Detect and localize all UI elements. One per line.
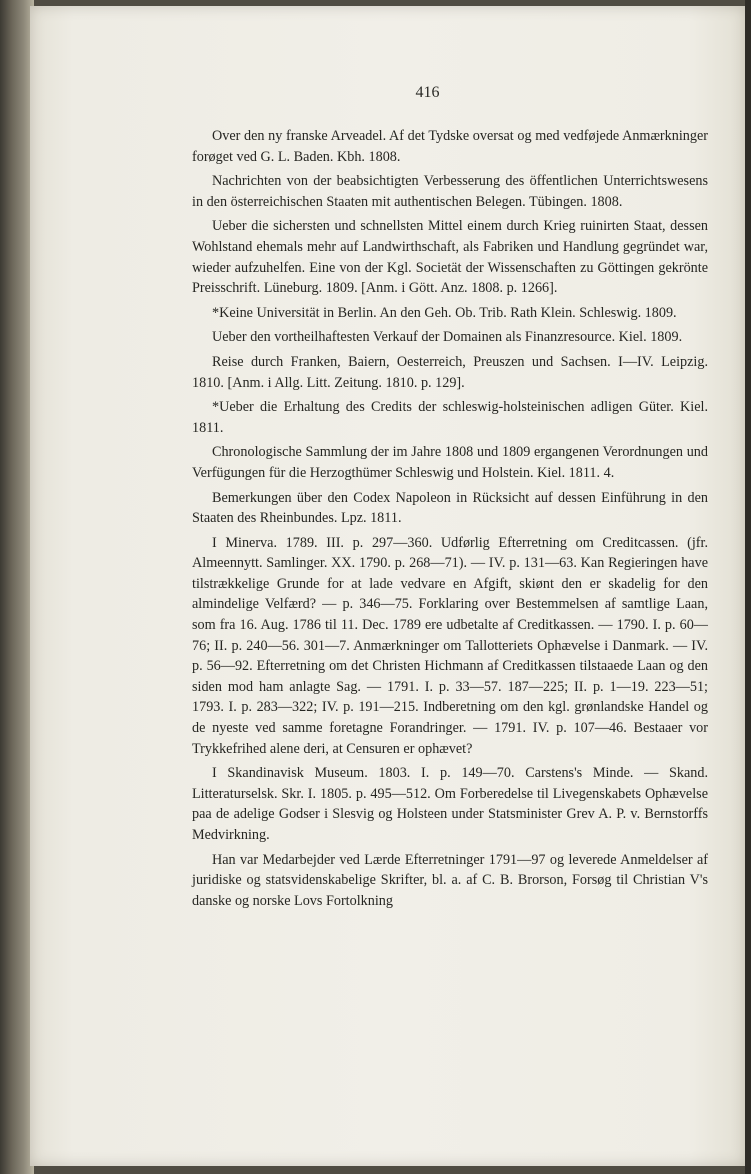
entry-paragraph: I Skandinavisk Museum. 1803. I. p. 149—70. Carstens's Minde. — Skand. Litteraturselsk. Skr. I. 1805. p. 495—512. Om Forberedelse til Livegenskabets Ophævelse paa de adelige Godser i Slesvig og Holsteen under Statsminister Grev A. P. v. Bernstorffs Medvirkning. bbox=[192, 765, 708, 843]
entry-paragraph: Chronologische Sammlung der im Jahre 1808 und 1809 ergangenen Verordnungen und Verfügungen für die Herzogthümer Schleswig und Holstein. Kiel. 1811. 4. bbox=[192, 444, 708, 481]
entry-paragraph: Ueber die sichersten und schnellsten Mittel einem durch Krieg ruinirten Staat, dessen Wohlstand ehemals mehr auf Landwirthschaft, als Fabriken und Handlung gegründet war, wieder aufzuhelfen. Eine von der Kgl. Societät der Wissenschaften zu Göttingen gekrönte Preisschrift. Lüneburg. 1809. [Anm. i Gött. Anz. 1808. p. 1266]. bbox=[192, 218, 708, 297]
entry-paragraph: *Ueber die Erhaltung des Credits der schleswig-holsteinischen adligen Güter. Kiel. 1811. bbox=[192, 399, 708, 436]
page-number: 416 bbox=[415, 84, 440, 101]
entry-paragraph: Nachrichten von der beabsichtigten Verbesserung des öffentlichen Unterrichtswesens in den österreichischen Staaten mit authentischen Belegen. Tübingen. 1808. bbox=[192, 173, 708, 210]
entry-paragraph: Over den ny franske Arveadel. Af det Tydske oversat og med vedføjede Anmærkninger forøget ved G. L. Baden. Kbh. 1808. bbox=[192, 128, 708, 165]
page-text bbox=[192, 124, 708, 915]
entry-paragraph: I Minerva. 1789. III. p. 297—360. Udførlig Efterretning om Creditcassen. (jfr. Almeennytt. Samlinger. XX. 1790. p. 268—71). — IV. p. 131—63. Kan Regieringen have tilstrækkelige Grunde for at lade vedvare en Afgift, skiønt den er skadelig for den almindelige Velfærd? — p. 346—75. Forklaring over Bestemmelsen af samtlige Laan, som fra 16. Aug. 1786 til 11. Dec. 1789 ere udbetalte af Creditkassen. — 1790. I. p. 60—76; II. p. 240—56. 301—7. Anmærkninger om Tallotteriets Ophævelse i Danmark. — IV. p. 56—92. Efterretning om det Christen Hichmann af Creditkassen tilstaaede Laan og den siden mod ham anlagte Sag. — 1791. I. p. 33—57. 187—225; II. p. 1—19. 223—51; 1793. I. p. 283—322; IV. p. 191—215. Indberetning om den kgl. grønlandske Handel og de nyeste ved samme foretagne Forandringer. — 1791. IV. p. 107—46. Bestaaer vor Trykkefrihed alene deri, at Censuren er ophævet? bbox=[192, 534, 708, 757]
entry-paragraph: Ueber den vortheilhaftesten Verkauf der Domainen als Finanzresource. Kiel. 1809. bbox=[212, 329, 683, 346]
page-edge bbox=[745, 0, 751, 1174]
entry-paragraph: Bemerkungen über den Codex Napoleon in Rücksicht auf dessen Einführung in den Staaten des Rheinbundes. Lpz. 1811. bbox=[192, 489, 708, 527]
entry-paragraph: *Keine Universität in Berlin. An den Geh. Ob. Trib. Rath Klein. Schleswig. 1809. bbox=[212, 304, 677, 321]
entry-paragraph: Reise durch Franken, Baiern, Oesterreich, Preuszen und Sachsen. I—IV. Leipzig. 1810. [Anm. i Allg. Litt. Zeitung. 1810. p. 129]. bbox=[192, 353, 708, 391]
book-binding bbox=[0, 0, 34, 1174]
entry-paragraph: Han var Medarbejder ved Lærde Efterretninger 1791—97 og leverede Anmeldelser af juridiske og statsvidenskabelige Skrifter, bl. a. af C. B. Brorson, Forsøg til Christian V's danske og norske Lovs Fortolkning bbox=[192, 851, 708, 909]
